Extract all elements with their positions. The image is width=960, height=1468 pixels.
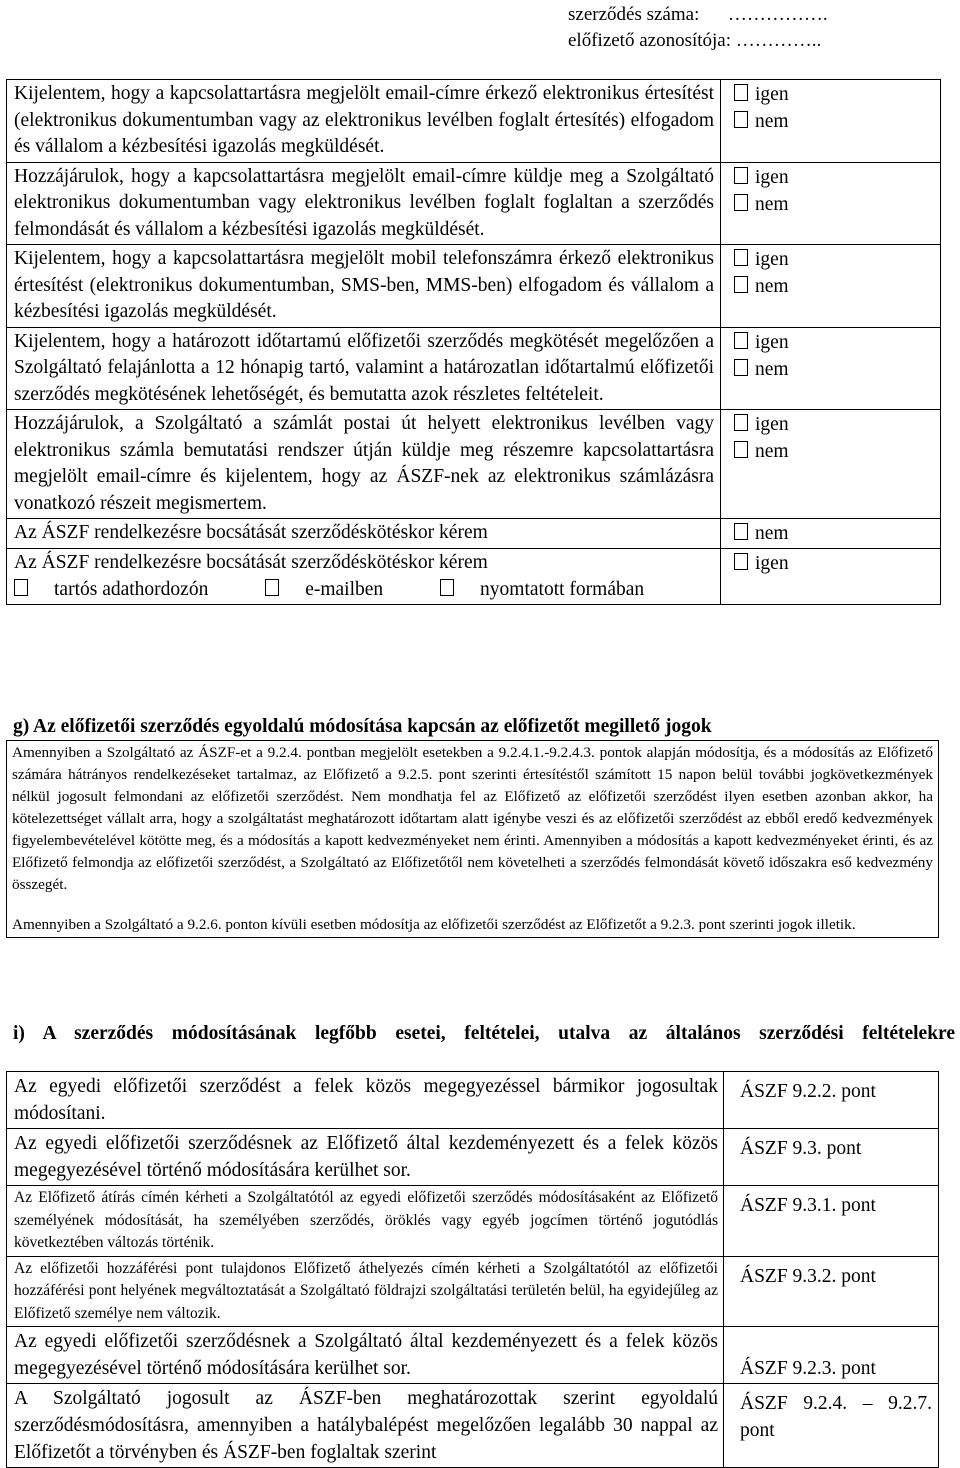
checkbox-icon[interactable] <box>734 414 748 431</box>
table-row <box>7 410 941 519</box>
consent-text: Kijelentem, hogy a határozott időtartamú előfizetői szerződés megkötését megelőzően a Szolgáltató felajánlotta a 12 hónapig tartó, valamint a határozatlan időtartalmú előfizetői szerződés megkötésének lehetőségét, és bemutatta azok részletes feltételeit. <box>7 327 721 410</box>
case-reference: ÁSZF 9.2.4. – 9.2.7. pont <box>724 1384 939 1468</box>
section-i-title: i) A szerződés módosításának legfőbb esetei, feltételei, utalva az általános szerződési feltételekre <box>13 1023 955 1044</box>
format-option-print[interactable]: nyomtatott formában <box>440 579 670 600</box>
table-row <box>7 1129 939 1186</box>
consent-options <box>721 327 941 410</box>
section-g-paragraph: Amennyiben a Szolgáltató az ÁSZF-et a 9.2.4. pontban megjelölt esetekben a 9.2.4.1.-9.2.4.3. pontok alapján módosítja, és a módosítás az Előfizető számára hátrányos rendelkezéseket tartalmaz, az Előfizető a 9.2.5. pont szerinti értesítéstől számított 15 napon belül további jogkövetkezmények nélkül jogosult felmondani az előfizetői szerződést. Nem mondhatja fel az Előfizető az előfizetői szerződést ilyen esetben azonban akkor, ha kötelezettséget vállalt arra, hogy a szolgáltatást meghatározott időtartam alatt igénybe veszi és az előfizetői szerződést az ebből eredő kedvezmények figyelembevételével kötötte meg, és a módosítás a kapott kedvezményeket nem érinti. Amennyiben a módosítás a kapott kedvezményeket érinti, és az Előfizető felmondja az előfizetői szerződést, a Szolgáltató az Előfizetőtől nem követelheti a szerződés felmondását követő időszakra eső kedvezmény összegét. <box>12 744 933 893</box>
case-reference: ÁSZF 9.2.3. pont <box>724 1327 939 1384</box>
document-header <box>568 2 828 54</box>
format-option-email[interactable]: e-mailben <box>265 579 409 600</box>
checkbox-icon[interactable] <box>734 553 748 570</box>
option-yes[interactable]: igen <box>734 411 934 438</box>
consent-options <box>721 245 941 328</box>
checkbox-icon[interactable] <box>734 84 748 101</box>
checkbox-icon[interactable] <box>734 194 748 211</box>
subscriber-id: előfizető azonosítója: ………….. <box>568 30 822 51</box>
checkbox-icon[interactable] <box>734 111 748 128</box>
format-option-storage[interactable]: tartós adathordozón <box>14 579 234 600</box>
consent-options <box>721 162 941 245</box>
consent-options <box>721 410 941 519</box>
consent-text: Hozzájárulok, a Szolgáltató a számlát postai út helyett elektronikus levélben vagy elektronikus számla bemutatási rendszer útján küldje meg részemre kapcsolattartásra megjelölt email-címre és kijelentem, hogy az ÁSZF-nek az elektronikus számlázásra vonatkozó részeit megismertem. <box>7 410 721 519</box>
table-row <box>7 1327 939 1384</box>
table-row <box>7 327 941 410</box>
consent-text: Hozzájárulok, hogy a kapcsolattartásra megjelölt email-címre küldje meg a Szolgáltató elektronikus dokumentumban vagy elektronikus levélben foglalt foglaltan a szerződés felmondását és vállalom a kézbesítési igazolás megküldését. <box>7 162 721 245</box>
case-reference: ÁSZF 9.3. pont <box>724 1129 939 1186</box>
delivery-format-options <box>14 577 714 604</box>
case-text: Az egyedi előfizetői szerződésnek a Szolgáltató által kezdeményezett és a felek közös megegyezésével történő módosítására kerülhet sor. <box>7 1327 724 1384</box>
checkbox-icon[interactable] <box>734 276 748 293</box>
section-i-table <box>6 1071 939 1468</box>
table-row <box>7 1072 939 1129</box>
consent-options <box>721 549 941 605</box>
section-g-text <box>7 741 939 938</box>
option-yes[interactable]: igen <box>734 246 934 273</box>
case-reference: ÁSZF 9.3.1. pont <box>724 1186 939 1257</box>
case-text: Az egyedi előfizetői szerződésnek az Előfizető által kezdeményezett és a felek közös megegyezésével történő módosítására kerülhet sor. <box>7 1129 724 1186</box>
case-reference: ÁSZF 9.2.2. pont <box>724 1072 939 1129</box>
checkbox-icon[interactable] <box>734 441 748 458</box>
case-text: Az Előfizető átírás címén kérheti a Szolgáltatótól az egyedi előfizetői szerződés módosításaként az Előfizető személyének módosítását, ha személyében szerződés, öröklés vagy egyéb jogcímen történő jogutódlás következtében változás történik. <box>7 1186 724 1257</box>
case-reference: ÁSZF 9.3.2. pont <box>724 1256 939 1327</box>
consent-text: Kijelentem, hogy a kapcsolattartásra megjelölt email-címre érkező elektronikus értesítést (elektronikus dokumentumban vagy az elektronikus levélben foglalt értesítés) elfogadom és vállalom a kézbesítési igazolás megküldését. <box>7 80 721 163</box>
table-row <box>7 80 941 163</box>
checkbox-icon[interactable] <box>734 332 748 349</box>
checkbox-icon[interactable] <box>734 249 748 266</box>
case-text: Az egyedi előfizetői szerződést a felek közös megegyezéssel bármikor jogosultak módosítani. <box>7 1072 724 1129</box>
option-no[interactable]: nem <box>734 356 934 383</box>
option-no[interactable]: nem <box>734 191 934 218</box>
checkbox-icon[interactable] <box>265 579 279 596</box>
checkbox-icon[interactable] <box>14 579 28 596</box>
checkbox-icon[interactable] <box>440 579 454 596</box>
table-row <box>7 1384 939 1468</box>
option-no[interactable]: nem <box>734 108 934 135</box>
checkbox-icon[interactable] <box>734 523 748 540</box>
table-row <box>7 519 941 549</box>
consent-text: Az ÁSZF rendelkezésre bocsátását szerződéskötéskor kérem tartós adathordozón e-mailben nyomtatott formában <box>7 549 721 605</box>
option-no[interactable]: nem <box>734 520 934 547</box>
option-no[interactable]: nem <box>734 438 934 465</box>
case-text: Az előfizetői hozzáférési pont tulajdonos Előfizető áthelyezés címén kérheti a Szolgáltatótól az előfizetői hozzáférési pont helyének megváltoztatását a Szolgáltató földrajzi szolgáltatási területén belül, ha egyidejűleg az Előfizető személye nem változik. <box>7 1256 724 1327</box>
table-row <box>7 1186 939 1257</box>
option-no[interactable]: nem <box>734 273 934 300</box>
case-text: A Szolgáltató jogosult az ÁSZF-ben meghatározottak szerint egyoldalú szerződésmódosításra, amennyiben a hatálybalépést megelőzően legalább 30 nappal az Előfizetőt a törvényben és ÁSZF-ben foglaltak szerint <box>7 1384 724 1468</box>
table-row <box>7 741 939 938</box>
option-yes[interactable]: igen <box>734 81 934 108</box>
section-g-title: g) Az előfizetői szerződés egyoldalú módosítása kapcsán az előfizetőt megillető jogok <box>13 716 712 737</box>
option-yes[interactable]: igen <box>734 550 934 577</box>
table-row <box>7 1256 939 1327</box>
consent-options <box>721 519 941 549</box>
contract-number: szerződés száma: ……………. <box>568 4 828 25</box>
consent-options <box>721 80 941 163</box>
table-row <box>7 245 941 328</box>
checkbox-icon[interactable] <box>734 167 748 184</box>
section-g-paragraph: Amennyiben a Szolgáltató a 9.2.6. ponton kívüli esetben módosítja az előfizetői szerződést az Előfizetőt a 9.2.3. pont szerinti jogok illetik. <box>12 916 856 933</box>
consent-table <box>6 79 941 605</box>
section-g-table <box>6 740 939 938</box>
consent-text: Kijelentem, hogy a kapcsolattartásra megjelölt mobil telefonszámra érkező elektronikus értesítést (elektronikus dokumentumban, SMS-ben, MMS-ben) elfogadom és vállalom a kézbesítési igazolás megküldését. <box>7 245 721 328</box>
consent-text: Az ÁSZF rendelkezésre bocsátását szerződéskötéskor kérem <box>7 519 721 549</box>
checkbox-icon[interactable] <box>734 359 748 376</box>
table-row <box>7 162 941 245</box>
option-yes[interactable]: igen <box>734 164 934 191</box>
table-row <box>7 549 941 605</box>
option-yes[interactable]: igen <box>734 329 934 356</box>
